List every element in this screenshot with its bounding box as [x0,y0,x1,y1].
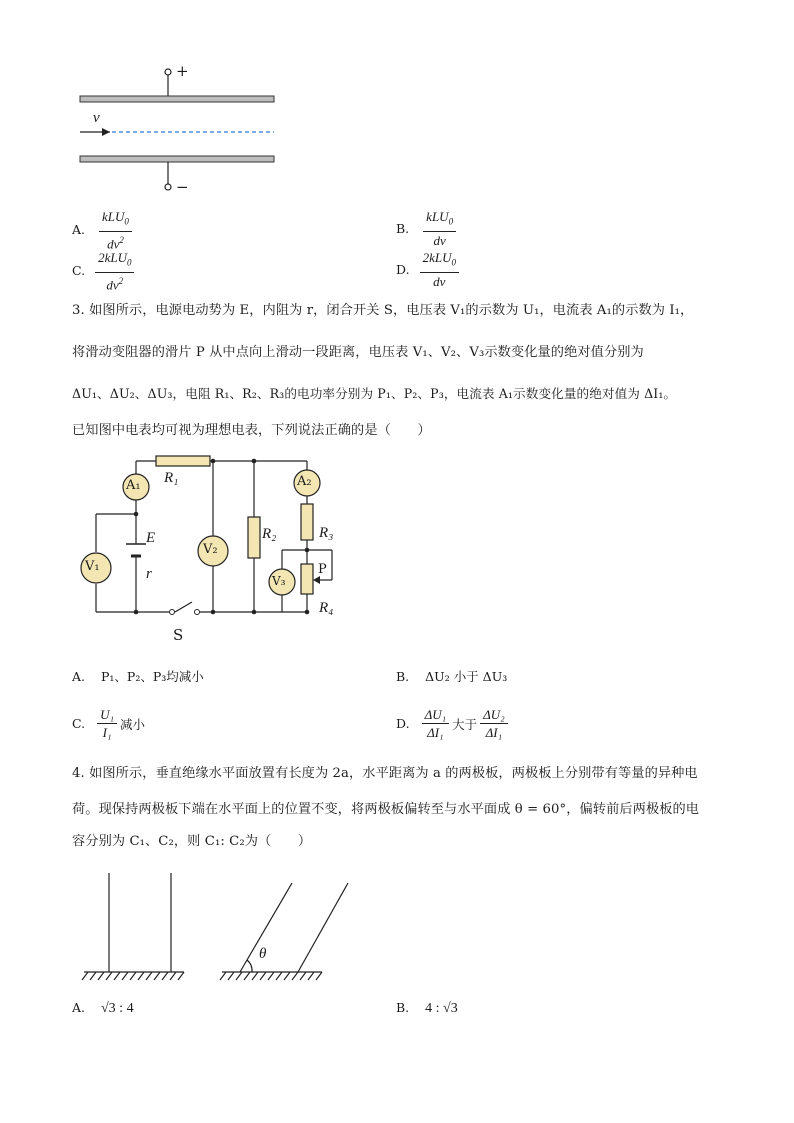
q2-option-b[interactable] [396,208,459,249]
resistor-r1-label: R₁ [164,470,179,486]
q4-stem-line3: 容分别为 C₁、C₂，则 C₁: C₂为（ ） [72,834,312,849]
q4-stem-line1: 4. 如图所示，垂直绝缘水平面放置有长度为 2a，水平距离为 a 的两极板，两极板上分别带有等量的异种电 [72,766,698,781]
subscript: 0 [126,257,132,268]
q3-option-b[interactable] [396,667,507,685]
q3-stem-line2: 将滑动变阻器的滑片 P 从中点向上滑动一段距离，电压表 V₁、V₂、V₃示数变化量的绝对值分别为 [72,345,644,360]
numerator: 2kLU [422,250,452,265]
q4-option-b[interactable] [396,1000,458,1017]
voltmeter-v1-label: V₁ [85,559,100,574]
option-letter: D. [396,716,410,731]
q3-stem-line1: 3. 如图所示，电源电动势为 E，内阻为 r，闭合开关 S，电压表 V₁的示数为 U₁，电流表 A₁的示数为 I₁， [72,303,694,318]
minus-label: − [176,178,189,196]
theta-label: θ [259,946,267,962]
voltmeter-v2-label: V₂ [203,542,218,557]
resistor-r4-label: R₄ [319,600,334,616]
q3-option-d[interactable] [396,706,511,741]
denominator: dv [107,235,120,251]
q4-stem-line2: 荷。现保持两极板下端在水平面上的位置不变，将两极板偏转至与水平面成 θ = 60°，偏转前后两极板的电 [72,802,700,817]
numerator: kLU [426,209,449,224]
denominator: dv [106,276,119,292]
q3-stem-line4: 已知图中电表均可视为理想电表，下列说法正确的是（ ） [72,423,431,438]
option-text: ΔU₂ 小于 ΔU₃ [425,669,508,684]
slider-label: P [318,562,327,577]
option-letter: D. [396,261,410,277]
voltmeter-v3-label: V₃ [272,574,286,588]
option-text: 大于 [452,716,478,732]
subscript: 0 [448,216,454,227]
option-letter: B. [396,1000,410,1015]
denominator: ΔI₁ [427,725,444,740]
option-text: 减小 [120,716,146,732]
denominator: I₁ [102,725,112,740]
numerator: U₁ [97,706,117,724]
option-letter: C. [72,716,86,731]
q4-option-a[interactable] [72,1000,134,1017]
q2-option-a[interactable] [72,208,135,252]
option-letter: A. [72,669,86,684]
numerator: kLU [102,209,125,224]
option-text: √3 : 4 [101,1001,134,1016]
denominator: ΔI₁ [485,725,503,740]
superscript: 2 [118,275,124,286]
internal-resistance-label: r [146,566,152,582]
subscript: 0 [124,216,129,227]
subscript: 0 [451,257,456,268]
q3-option-a[interactable] [72,667,204,685]
plus-label: + [176,62,189,80]
numerator: ΔU₁ [422,706,450,724]
option-text: 4 : √3 [425,1001,458,1016]
figure-plates-rotation [80,868,350,988]
q3-stem-line3: ΔU₁、ΔU₂、ΔU₃，电阻 R₁、R₂、R₃的电功率分别为 P₁、P₂、P₃，电流表 A₁示数变化量的绝对值为 ΔI₁。 [72,386,677,401]
q2-option-c[interactable] [72,249,137,293]
resistor-r2-label: R₂ [262,526,277,542]
emf-label: E [146,530,156,546]
denominator: dv [433,232,446,248]
q3-option-c[interactable] [72,706,145,741]
velocity-label: v [93,110,100,126]
numerator: 2kLU [98,250,127,265]
option-letter: B. [396,669,410,684]
resistor-r3-label: R₃ [319,525,334,541]
superscript: 2 [119,234,124,245]
ammeter-a1-label: A₁ [126,478,141,493]
option-letter: B. [396,220,410,236]
ammeter-a2-label: A₂ [297,474,312,489]
option-text: P₁、P₂、P₃均减小 [101,669,204,684]
numerator: ΔU₂ [480,706,508,724]
option-letter: A. [72,1000,86,1015]
denominator: dv [433,273,446,289]
option-letter: C. [72,263,86,279]
option-letter: A. [72,222,86,238]
switch-label: S [173,626,184,644]
q2-option-d[interactable] [396,249,462,290]
